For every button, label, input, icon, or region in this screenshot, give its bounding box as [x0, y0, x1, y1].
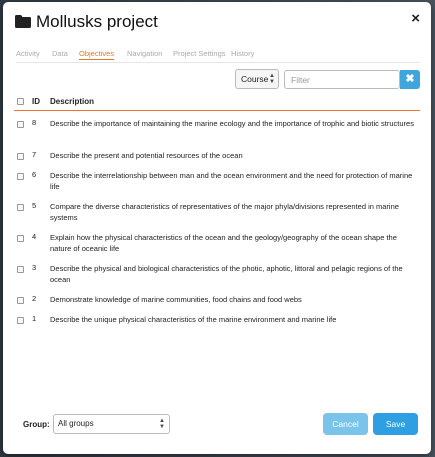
course-select[interactable] [235, 69, 279, 89]
row-description: Describe the physical and biological characteristics of the photic, aphotic, littoral and pelagic regions of the ocean [50, 264, 403, 284]
row-checkbox[interactable] [17, 235, 24, 242]
group-select[interactable] [53, 414, 170, 434]
filter-input[interactable] [284, 70, 400, 89]
row-checkbox[interactable] [17, 121, 24, 128]
row-id: 2 [32, 294, 37, 303]
select-all-checkbox[interactable] [17, 98, 24, 105]
table-header [14, 92, 420, 111]
objectives-dialog [3, 2, 431, 454]
tab-divider [16, 62, 420, 63]
row-description: Describe the unique physical characteristics of the marine environment and marine life [50, 315, 337, 324]
row-id: 8 [32, 118, 37, 127]
tab-activity[interactable]: Activity [16, 49, 40, 58]
row-description: Describe the interrelationship between man and the ocean environment and the need for protection of marine life [50, 171, 413, 191]
group-select-value: All groups [58, 419, 94, 428]
folder-icon [15, 15, 31, 28]
tab-history[interactable]: History [231, 49, 255, 58]
row-checkbox[interactable] [17, 173, 24, 180]
row-description: Demonstrate knowledge of marine communities, food chains and food webs [50, 295, 302, 304]
row-checkbox[interactable] [17, 297, 24, 304]
row-checkbox[interactable] [17, 204, 24, 211]
row-id: 5 [32, 201, 37, 210]
row-id: 4 [32, 232, 37, 241]
row-checkbox[interactable] [17, 266, 24, 273]
description-column-header[interactable]: Description [50, 97, 95, 106]
row-id: 3 [32, 263, 37, 272]
row-description: Explain how the physical characteristics of the ocean and the geology/geography of the ocean shape the nature of oceanic life [50, 233, 397, 253]
id-column-header[interactable]: ID [32, 97, 40, 106]
row-description: Compare the diverse characteristics of representatives of the major phyla/divisions represented in marine systems [50, 202, 399, 222]
save-button[interactable]: Save [373, 413, 418, 435]
row-description: Describe the importance of maintaining the marine ecology and the importance of trophic and biotic structures [50, 119, 414, 128]
tab-navigation[interactable]: Navigation [127, 49, 163, 58]
select-arrows-icon: ▲ ▼ [269, 73, 275, 85]
dialog-title: Mollusks project [36, 12, 158, 31]
dialog-header [3, 2, 431, 42]
row-id: 7 [32, 150, 37, 159]
row-description: Describe the present and potential resources of the ocean [50, 151, 243, 160]
row-checkbox[interactable] [17, 317, 24, 324]
row-id: 6 [32, 170, 37, 179]
course-select-value: Course [241, 74, 269, 84]
row-checkbox[interactable] [17, 153, 24, 160]
row-id: 1 [32, 314, 37, 323]
tab-objectives[interactable]: Objectives [79, 49, 115, 58]
cancel-button[interactable]: Cancel [323, 413, 368, 435]
tab-data[interactable]: Data [52, 49, 68, 58]
close-icon[interactable]: × [411, 10, 420, 27]
clear-filter-button[interactable]: ✖ [400, 70, 420, 89]
group-label: Group: [23, 420, 50, 429]
select-arrows-icon: ▲ ▼ [159, 418, 165, 430]
tab-project-settings[interactable]: Project Settings [173, 49, 226, 58]
